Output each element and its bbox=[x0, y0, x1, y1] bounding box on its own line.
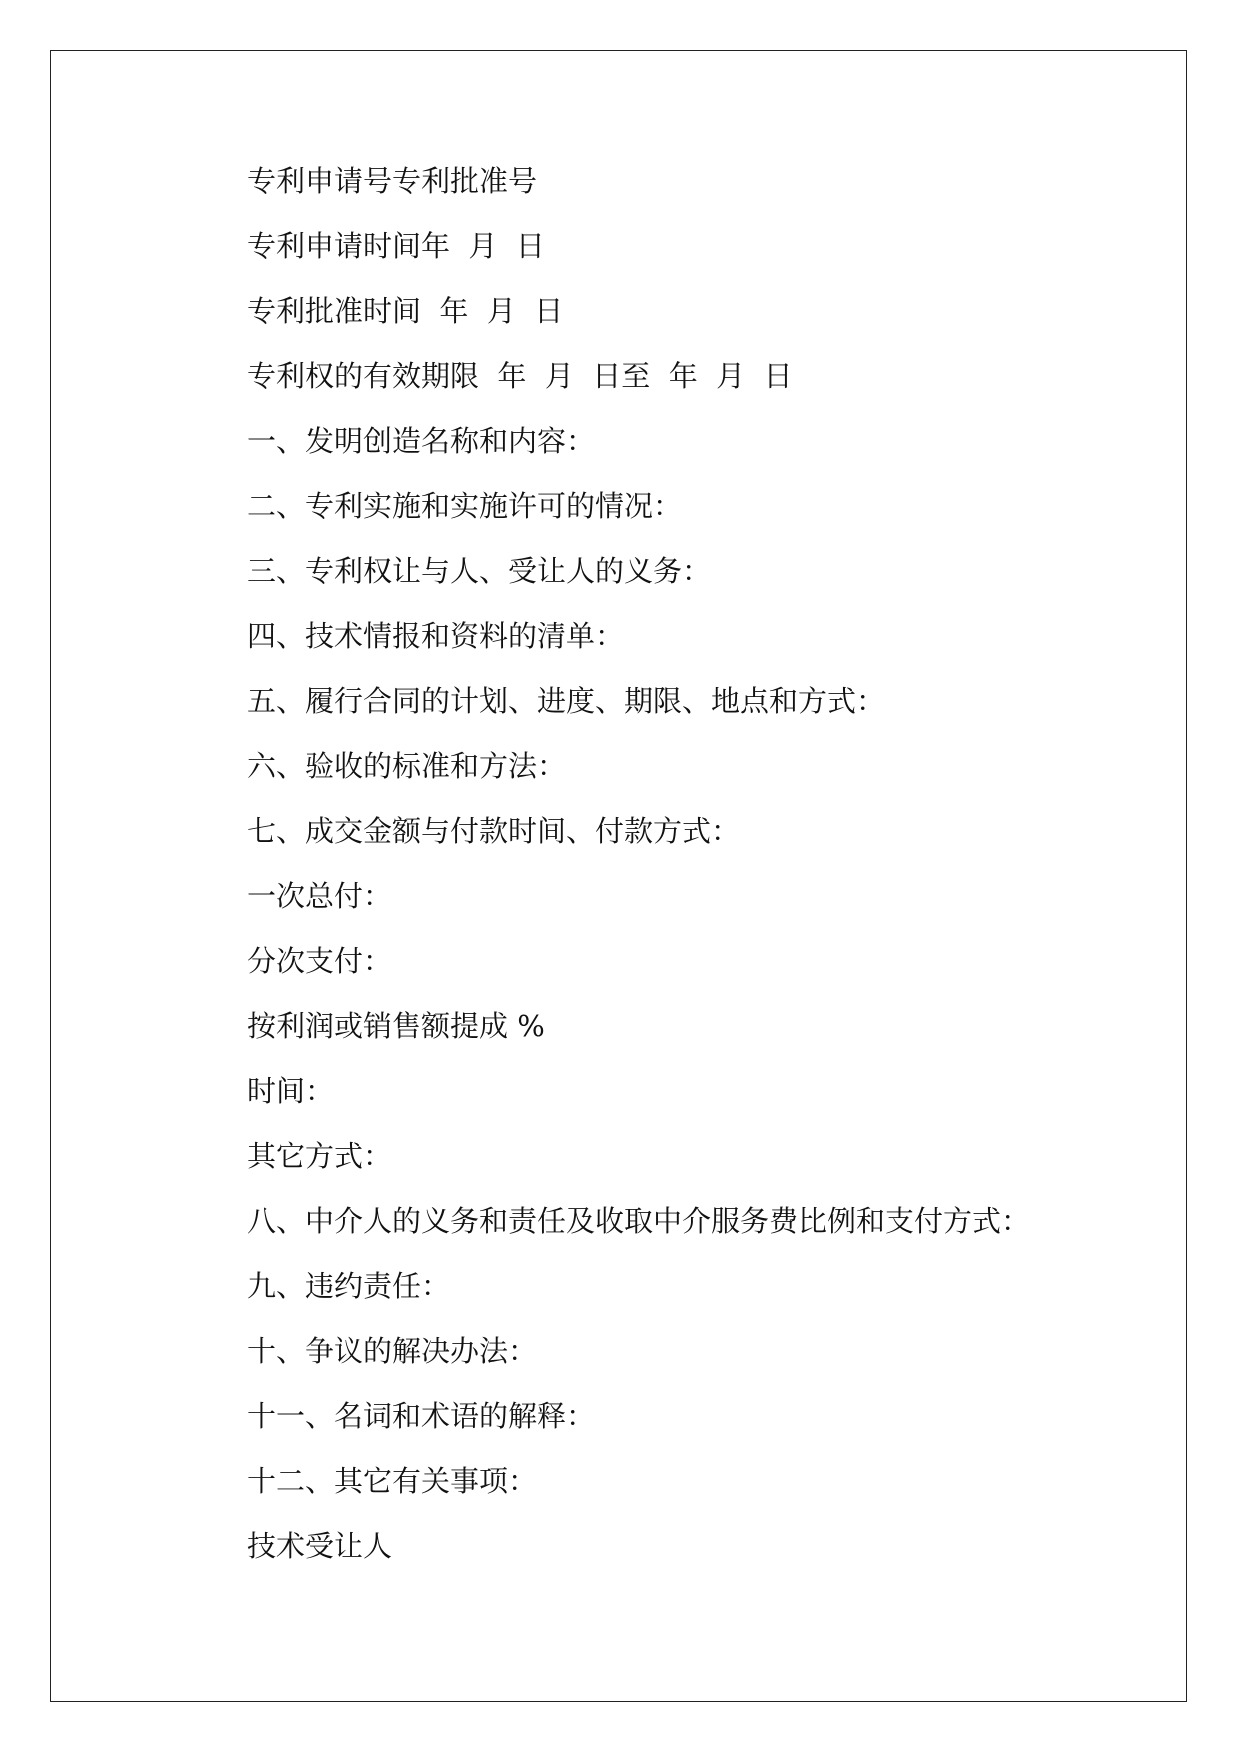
section-7-heading: 七、成交金额与付款时间、付款方式： bbox=[247, 814, 741, 848]
section-2-heading: 二、专利实施和实施许可的情况： bbox=[247, 489, 683, 523]
royalty-percentage-line: 按利润或销售额提成 % bbox=[247, 1009, 545, 1043]
patent-application-number-line: 专利申请号专利批准号 bbox=[247, 164, 538, 198]
section-4-heading: 四、技术情报和资料的清单： bbox=[247, 619, 625, 653]
other-payment-method-line: 其它方式： bbox=[247, 1139, 393, 1173]
patent-approval-date-line: 专利批准时间 年 月 日 bbox=[247, 294, 564, 328]
section-12-heading: 十二、其它有关事项： bbox=[247, 1464, 538, 1498]
section-5-heading: 五、履行合同的计划、进度、期限、地点和方式： bbox=[247, 684, 886, 718]
patent-application-date-line: 专利申请时间年 月 日 bbox=[247, 229, 545, 263]
technology-transferee-label: 技术受让人 bbox=[247, 1529, 393, 1563]
section-1-heading: 一、发明创造名称和内容： bbox=[247, 424, 596, 458]
section-8-heading: 八、中介人的义务和责任及收取中介服务费比例和支付方式： bbox=[247, 1204, 1031, 1238]
section-9-heading: 九、违约责任： bbox=[247, 1269, 451, 1303]
document-body bbox=[247, 149, 1167, 1579]
section-11-heading: 十一、名词和术语的解释： bbox=[247, 1399, 596, 1433]
section-3-heading: 三、专利权让与人、受让人的义务： bbox=[247, 554, 712, 588]
section-10-heading: 十、争议的解决办法： bbox=[247, 1334, 538, 1368]
patent-validity-period-line: 专利权的有效期限 年 月 日至 年 月 日 bbox=[247, 359, 793, 393]
installment-payment-line: 分次支付： bbox=[247, 944, 393, 978]
lump-sum-payment-line: 一次总付： bbox=[247, 879, 393, 913]
section-6-heading: 六、验收的标准和方法： bbox=[247, 749, 567, 783]
payment-time-line: 时间： bbox=[247, 1074, 335, 1108]
